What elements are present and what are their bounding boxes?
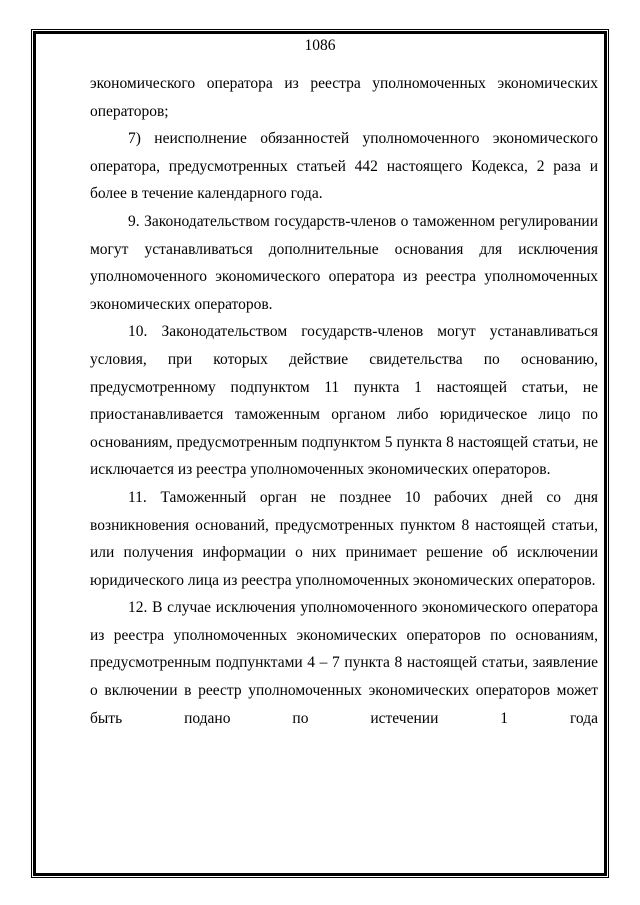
text-line: оператора, предусмотренных статьей 442 настоящего Кодекса, 2 раза: [90, 157, 581, 175]
paragraph-item-9: [90, 208, 598, 318]
text-line: экономических операторов.: [413, 571, 596, 589]
text-line: предусмотренному подпунктом 11 пункта 1 настоящей статьи,: [90, 378, 569, 396]
text-line: 9. Законодательством государств-членов о таможенном: [128, 212, 496, 230]
text-line: экономического оператора из реестра уполномоченных экономических: [90, 75, 598, 92]
text-line: исключения уполномоченного экономического оператора из реестра: [90, 240, 599, 286]
page-number: 1086: [304, 37, 336, 54]
text-line: 7) неисполнение обязанностей уполномоченного экономического: [128, 130, 598, 148]
text-line: условия, при которых действие свидетельства по основанию,: [90, 350, 598, 368]
text-line: операторов.: [472, 461, 551, 479]
text-line: настоящей статьи, заявление о включении в реестр уполномоченных: [90, 654, 599, 700]
text-line: 11. Таможенный орган не позднее 10 рабочих дней со дня: [128, 488, 598, 506]
text-line: регулировании могут устанавливаться дополнительные основания для: [90, 212, 599, 258]
text-line: и более в течение календарного года.: [90, 157, 599, 203]
text-line: по основаниям, предусмотренным подпунктами 4 – 7 пункта 8: [90, 626, 598, 672]
paragraph-item-10: [90, 318, 598, 484]
text-line: операторов;: [90, 102, 169, 120]
document-body: [90, 70, 598, 732]
text-line: оператора из реестра уполномоченных экономических операторов: [90, 599, 598, 644]
text-line: не приостанавливается таможенным органом либо юридическое лицо по: [90, 378, 599, 424]
paragraph-item-7: [90, 125, 598, 208]
paragraph-continuation: [90, 70, 598, 125]
text-line: статьи, не исключается из реестра уполномоченных экономических: [90, 433, 599, 479]
text-line: исключении юридического лица из реестра уполномоченных: [90, 544, 599, 589]
paragraph-item-12: [90, 594, 598, 732]
text-line: 12. В случае исключения уполномоченного экономического: [128, 599, 528, 617]
paragraph-item-11: [90, 484, 598, 594]
text-line: экономических операторов может быть подано по истечении 1 года: [90, 682, 599, 727]
text-line: 10. Законодательством государств-членов могут устанавливаться: [128, 323, 598, 341]
text-line: статьи, или получения информации о них принимает решение об: [90, 516, 598, 562]
text-line: уполномоченных экономических операторов.: [90, 268, 598, 313]
text-line: возникновения оснований, предусмотренных пунктом 8 настоящей: [90, 516, 546, 534]
text-line: основаниям, предусмотренным подпунктом 5 пункта 8 настоящей: [90, 433, 529, 451]
